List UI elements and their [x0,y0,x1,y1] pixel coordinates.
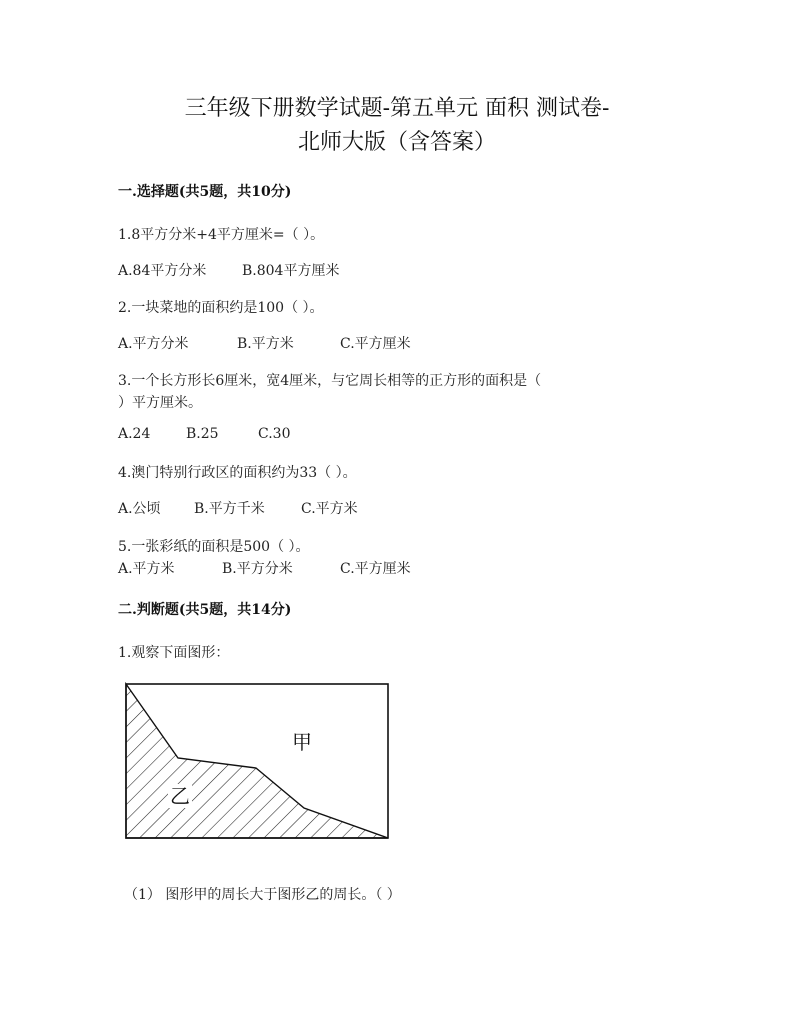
question-1-2-options [118,333,411,353]
section-1-heading: 一.选择题(共5题，共10分) [118,184,292,200]
question-1-3-text-line-2: ）平方厘米。 [118,395,202,411]
option: A.平方分米 [118,336,189,352]
question-1-3-options [118,426,290,442]
label-jia: 甲 [292,730,312,754]
option: C.30 [258,426,291,442]
title-line-2: 北师大版（含答案） [297,130,496,155]
option: B.平方米 [237,336,294,352]
region-yi [126,684,388,838]
option: B.804平方厘米 [242,263,340,279]
question-1-5-options [118,558,411,578]
option: A.公顷 [118,501,161,517]
question-1-4-text: 4.澳门特别行政区的面积约为33（ ）。 [118,465,357,481]
option: C.平方厘米 [340,561,411,577]
option: B.平方千米 [194,501,265,517]
label-yi: 乙 [170,784,190,808]
option: C.平方米 [301,501,358,517]
question-1-1-text: 1.8平方分米+4平方厘米=（ ）。 [118,227,325,243]
question-1-3-text-line-1: 3.一个长方形长6厘米，宽4厘米，与它周长相等的正方形的面积是（ [118,373,542,389]
question-1-4-options [118,498,358,518]
figure-jia-yi [124,682,390,842]
title-line-1: 三年级下册数学试题-第五单元 面积 测试卷- [184,96,610,121]
option: C.平方厘米 [340,336,411,352]
question-1-1-options [118,260,339,280]
figure-drawing [124,682,390,842]
option: A.平方米 [118,561,175,577]
question-1-2-text: 2.一块菜地的面积约是100（ ）。 [118,300,324,316]
question-1-5-text: 5.一张彩纸的面积是500（ ）。 [118,539,310,555]
question-2-1-text: 1.观察下面图形： [118,645,230,661]
option: B.平方分米 [222,561,293,577]
option: A.24 [118,426,151,442]
option: B.25 [186,426,219,442]
option: A.84平方分米 [118,263,207,279]
section-2-heading: 二.判断题(共5题，共14分) [118,602,292,618]
question-2-1-sub-1: （1） 图形甲的周长大于图形乙的周长。（ ） [124,887,401,903]
